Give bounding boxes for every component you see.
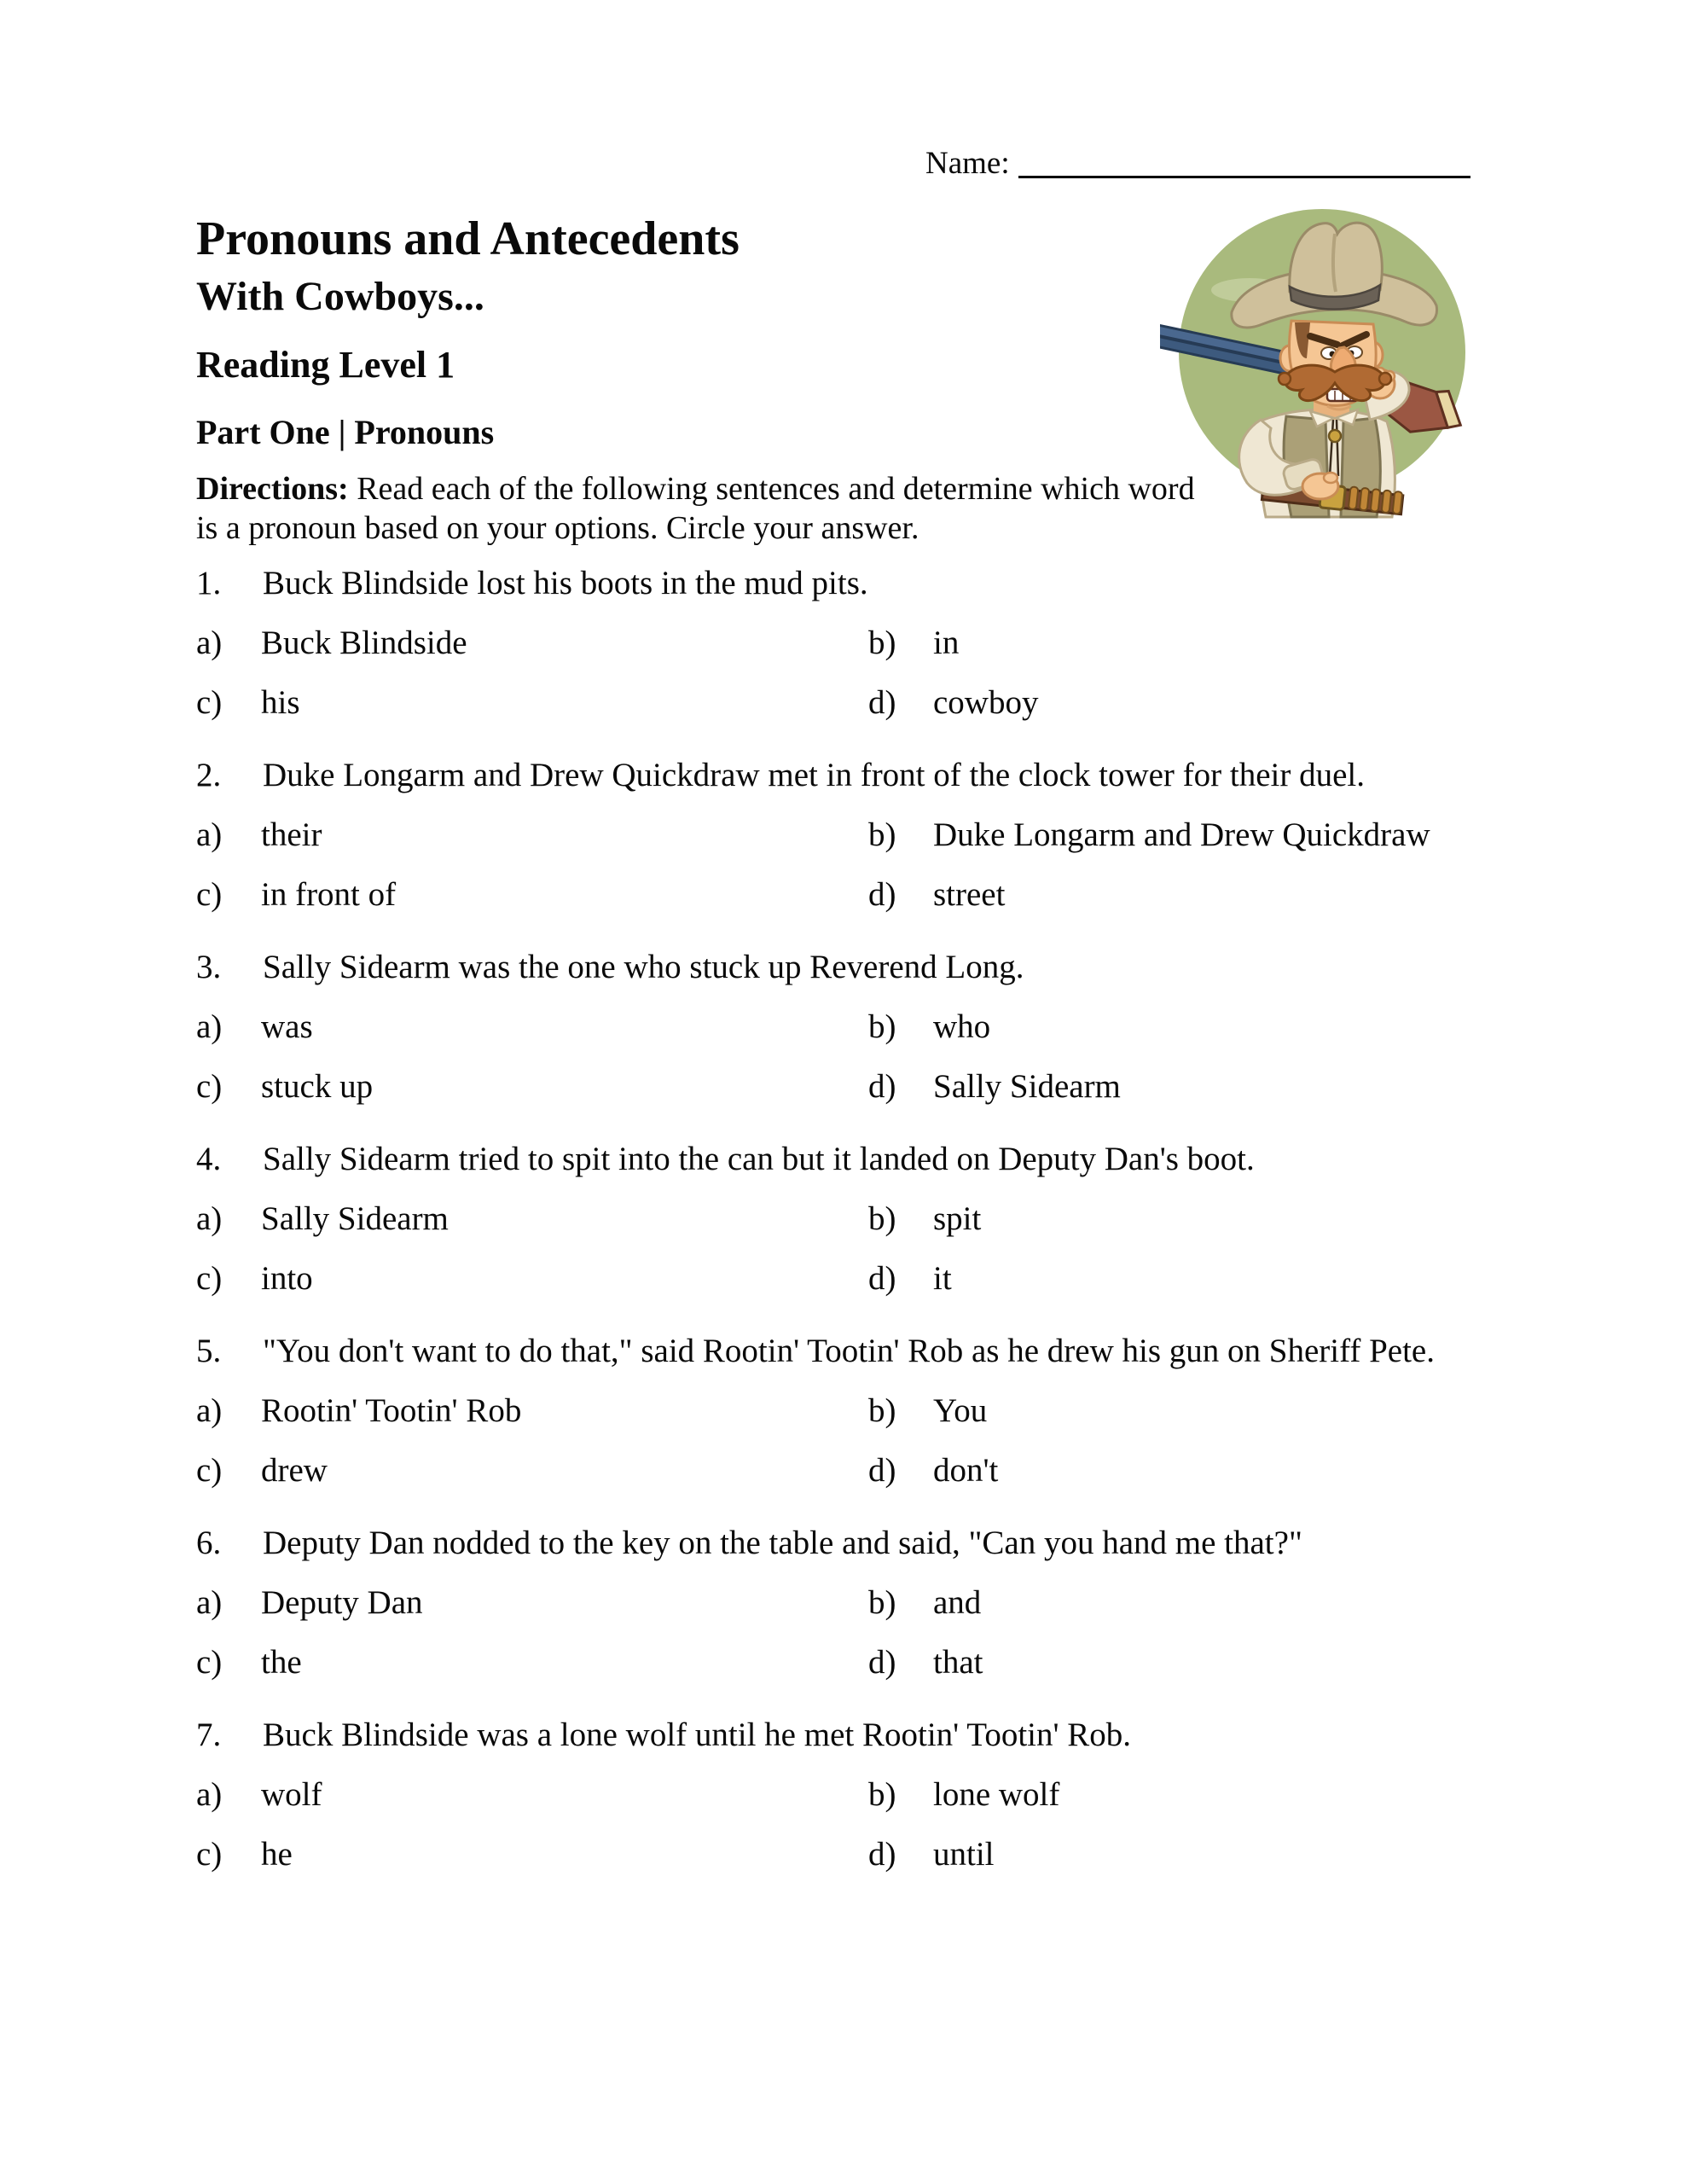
question-sentence: Sally Sidearm was the one who stuck up Reverend Long. <box>263 949 1024 985</box>
question-5 <box>196 1331 1509 1491</box>
option-letter: a) <box>196 624 223 661</box>
answer-option-5d[interactable] <box>868 1450 1509 1491</box>
option-letter: d) <box>868 876 896 913</box>
option-text: Rootin' Tootin' Rob <box>261 1392 522 1429</box>
answer-option-4a[interactable] <box>196 1199 868 1240</box>
cowboy-illustration <box>1160 195 1493 527</box>
answer-option-5a[interactable] <box>196 1391 868 1432</box>
answer-option-3c[interactable] <box>196 1066 868 1107</box>
question-sentence: "You don't want to do that," said Rootin' Tootin' Rob as he drew his gun on Sheriff Pete. <box>263 1333 1435 1369</box>
question-7 <box>196 1715 1509 1875</box>
option-letter: a) <box>196 1584 223 1621</box>
option-text: Deputy Dan <box>261 1584 423 1621</box>
answer-option-6c[interactable] <box>196 1642 868 1683</box>
directions-text: Read each of the following sentences and determine which word is a pronoun based on your options. Circle your answer. <box>196 471 1195 547</box>
answer-option-4b[interactable] <box>868 1199 1509 1240</box>
directions <box>196 469 1220 549</box>
option-text: their <box>261 816 322 853</box>
option-letter: c) <box>196 1452 223 1489</box>
answer-option-7b[interactable] <box>868 1774 1509 1815</box>
answer-option-3b[interactable] <box>868 1007 1509 1048</box>
option-text: the <box>261 1644 302 1681</box>
option-text: that <box>933 1644 983 1681</box>
option-text: lone wolf <box>933 1776 1060 1813</box>
option-text: Buck Blindside <box>261 624 467 661</box>
answer-option-6b[interactable] <box>868 1583 1509 1623</box>
question-number: 4. <box>196 1141 222 1177</box>
option-letter: c) <box>196 1836 223 1873</box>
option-letter: d) <box>868 1644 896 1681</box>
option-text: don't <box>933 1452 999 1489</box>
answer-option-5b[interactable] <box>868 1391 1509 1432</box>
option-letter: a) <box>196 1776 223 1813</box>
questions-list <box>196 563 1509 1907</box>
option-text: until <box>933 1836 995 1873</box>
option-letter: b) <box>868 1584 896 1621</box>
option-text: Sally Sidearm <box>261 1200 449 1237</box>
option-letter: d) <box>868 684 896 721</box>
answer-option-1d[interactable] <box>868 682 1509 723</box>
question-sentence: Duke Longarm and Drew Quickdraw met in front of the clock tower for their duel. <box>263 757 1365 793</box>
option-letter: b) <box>868 1392 896 1429</box>
answer-option-2a[interactable] <box>196 815 868 856</box>
option-text: in front of <box>261 876 397 913</box>
option-text: cowboy <box>933 684 1039 721</box>
question-number: 7. <box>196 1716 222 1753</box>
question-3 <box>196 947 1509 1107</box>
answer-option-6a[interactable] <box>196 1583 868 1623</box>
option-text: Sally Sidearm <box>933 1068 1121 1105</box>
option-text: street <box>933 876 1006 913</box>
question-6 <box>196 1523 1509 1683</box>
option-letter: a) <box>196 1200 223 1237</box>
answer-option-1a[interactable] <box>196 623 868 664</box>
question-number: 6. <box>196 1525 222 1561</box>
option-letter: a) <box>196 1392 223 1429</box>
answer-option-1c[interactable] <box>196 682 868 723</box>
option-letter: b) <box>868 1200 896 1237</box>
option-text: You <box>933 1392 988 1429</box>
option-text: was <box>261 1008 313 1045</box>
answer-option-1b[interactable] <box>868 623 1509 664</box>
question-sentence: Buck Blindside lost his boots in the mud pits. <box>263 565 868 601</box>
answer-option-4c[interactable] <box>196 1258 868 1299</box>
reading-level-heading: Reading Level 1 <box>196 344 455 386</box>
option-letter: b) <box>868 816 896 853</box>
option-text: and <box>933 1584 982 1621</box>
answer-option-2c[interactable] <box>196 874 868 915</box>
option-text: into <box>261 1260 313 1297</box>
option-text: Duke Longarm and Drew Quickdraw <box>933 816 1430 853</box>
option-text: in <box>933 624 960 661</box>
page-title: Pronouns and Antecedents <box>196 212 740 265</box>
option-text: he <box>261 1836 293 1873</box>
question-2 <box>196 755 1509 915</box>
question-4 <box>196 1139 1509 1299</box>
option-text: drew <box>261 1452 328 1489</box>
question-number: 5. <box>196 1333 222 1369</box>
answer-option-4d[interactable] <box>868 1258 1509 1299</box>
name-blank-line[interactable] <box>1018 143 1470 178</box>
answer-option-5c[interactable] <box>196 1450 868 1491</box>
answer-option-3d[interactable] <box>868 1066 1509 1107</box>
answer-option-6d[interactable] <box>868 1642 1509 1683</box>
option-text: spit <box>933 1200 982 1237</box>
option-text: who <box>933 1008 991 1045</box>
answer-option-7a[interactable] <box>196 1774 868 1815</box>
page-subtitle: With Cowboys... <box>196 274 484 319</box>
option-letter: c) <box>196 1068 223 1105</box>
question-1 <box>196 563 1509 723</box>
option-letter: c) <box>196 1644 223 1681</box>
option-letter: d) <box>868 1260 896 1297</box>
part-heading: Part One | Pronouns <box>196 413 495 451</box>
option-text: it <box>933 1260 952 1297</box>
question-number: 2. <box>196 757 222 793</box>
option-letter: d) <box>868 1068 896 1105</box>
option-letter: d) <box>868 1836 896 1873</box>
name-row <box>925 143 1470 182</box>
option-letter: c) <box>196 876 223 913</box>
option-letter: a) <box>196 816 223 853</box>
option-letter: c) <box>196 684 223 721</box>
option-letter: b) <box>868 624 896 661</box>
answer-option-2b[interactable] <box>868 815 1509 856</box>
question-sentence: Sally Sidearm tried to spit into the can but it landed on Deputy Dan's boot. <box>263 1141 1255 1177</box>
answer-option-2d[interactable] <box>868 874 1509 915</box>
answer-option-7c[interactable] <box>196 1834 868 1875</box>
option-letter: b) <box>868 1008 896 1045</box>
option-text: wolf <box>261 1776 322 1813</box>
option-text: his <box>261 684 300 721</box>
answer-option-3a[interactable] <box>196 1007 868 1048</box>
name-label: Name: <box>925 146 1010 181</box>
question-sentence: Buck Blindside was a lone wolf until he met Rootin' Tootin' Rob. <box>263 1716 1132 1753</box>
question-number: 1. <box>196 565 222 601</box>
option-letter: c) <box>196 1260 223 1297</box>
option-letter: d) <box>868 1452 896 1489</box>
question-sentence: Deputy Dan nodded to the key on the table and said, "Can you hand me that?" <box>263 1525 1302 1561</box>
option-letter: a) <box>196 1008 223 1045</box>
answer-option-7d[interactable] <box>868 1834 1509 1875</box>
option-letter: b) <box>868 1776 896 1813</box>
directions-label: Directions: <box>196 471 349 507</box>
question-number: 3. <box>196 949 222 985</box>
option-text: stuck up <box>261 1068 374 1105</box>
